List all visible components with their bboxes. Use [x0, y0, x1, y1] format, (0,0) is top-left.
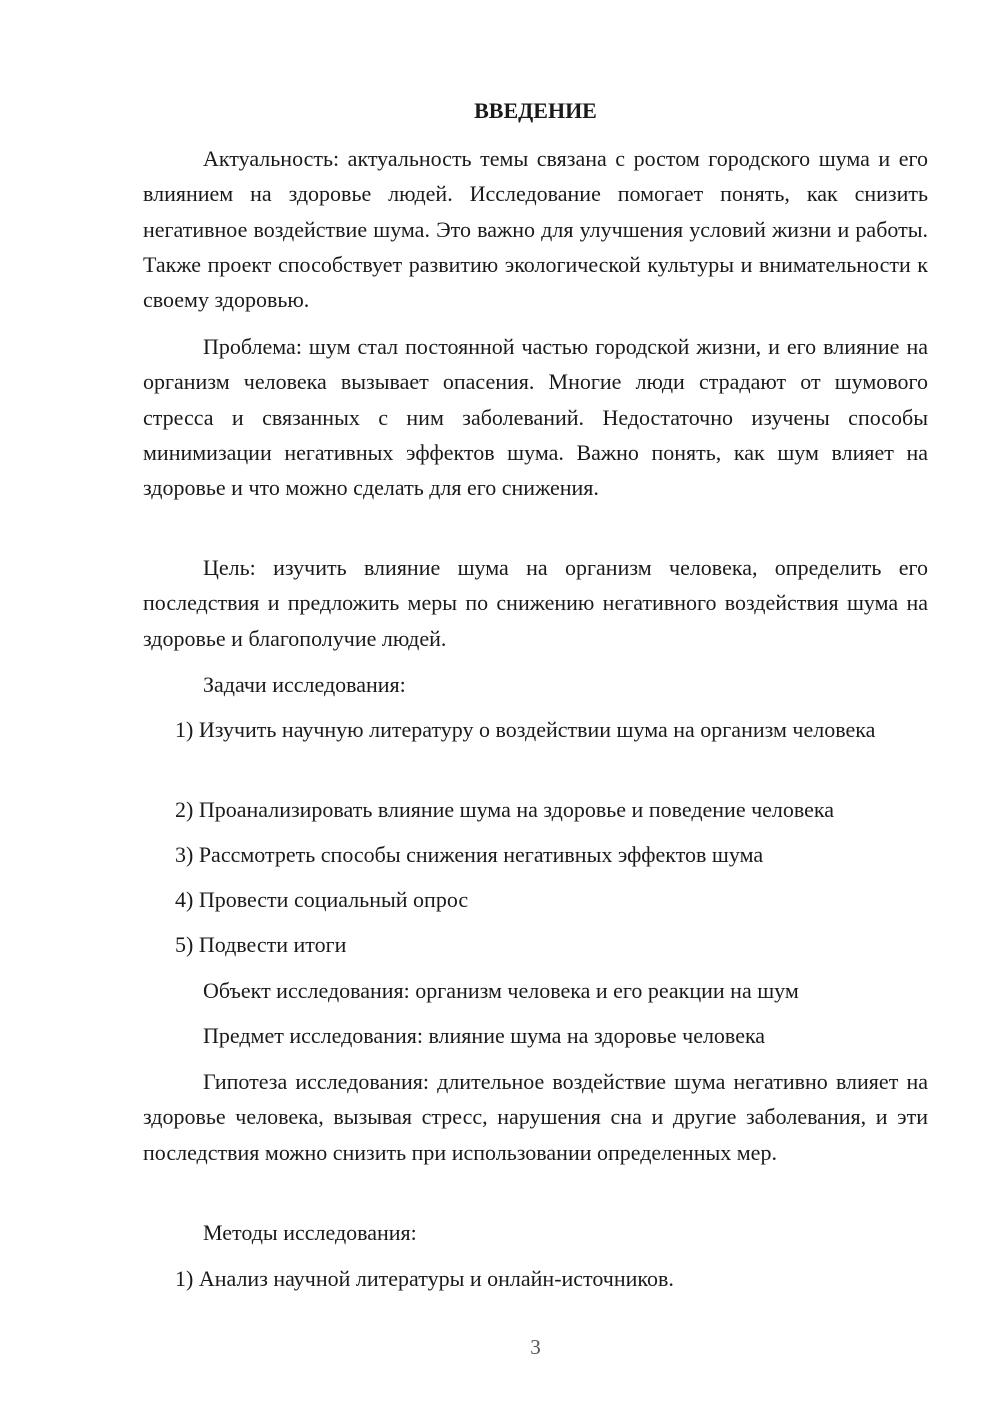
task-item-3: 3) Рассмотреть способы снижения негативных эффектов шума: [175, 842, 764, 867]
relevance-paragraph: Актуальность: актуальность темы связана с ростом городского шума и его влиянием на здоровье людей. Исследование помогает понять, как снизить негативное воздействие шума. Это важно для улучшения условий жизни и работы. Также проект способствует развитию экологической культуры и внимательности к своему здоровью.: [143, 146, 928, 313]
methods-title: Методы исследования:: [203, 1220, 417, 1245]
problem-paragraph: Проблема: шум стал постоянной частью городской жизни, и его влияние на организм человека вызывает опасения. Многие люди страдают от шумового стресса и связанных с ним заболеваний. Недостаточно изучены способы минимизации негативных эффектов шума. Важно понять, как шум влияет на здоровье и что можно сделать для его снижения.: [143, 334, 928, 501]
task-item-2: 2) Проанализировать влияние шума на здоровье и поведение человека: [175, 797, 835, 822]
task-item-4: 4) Провести социальный опрос: [175, 887, 469, 912]
task-item-1: 1) Изучить научную литературу о воздействии шума на организм человека: [175, 717, 876, 742]
object-paragraph: Объект исследования: организм человека и его реакции на шум: [203, 978, 799, 1003]
page-number: 3: [530, 1335, 541, 1359]
tasks-title: Задачи исследования:: [203, 672, 406, 697]
document-page: [143, 0, 928, 1414]
task-item-5: 5) Подвести итоги: [175, 932, 347, 957]
subject-paragraph: Предмет исследования: влияние шума на здоровье человека: [203, 1023, 766, 1048]
hypothesis-paragraph: Гипотеза исследования: длительное воздействие шума негативно влияет на здоровье человека, вызывая стресс, нарушения сна и другие заболевания, и эти последствия можно снизить при использовании определенных мер.: [143, 1069, 928, 1165]
goal-paragraph: Цель: изучить влияние шума на организм человека, определить его последствия и предложить меры по снижению негативного воздействия шума на здоровье и благополучие людей.: [143, 555, 928, 651]
method-item-1: 1) Анализ научной литературы и онлайн-источников.: [175, 1266, 674, 1291]
section-heading: ВВЕДЕНИЕ: [474, 98, 597, 123]
